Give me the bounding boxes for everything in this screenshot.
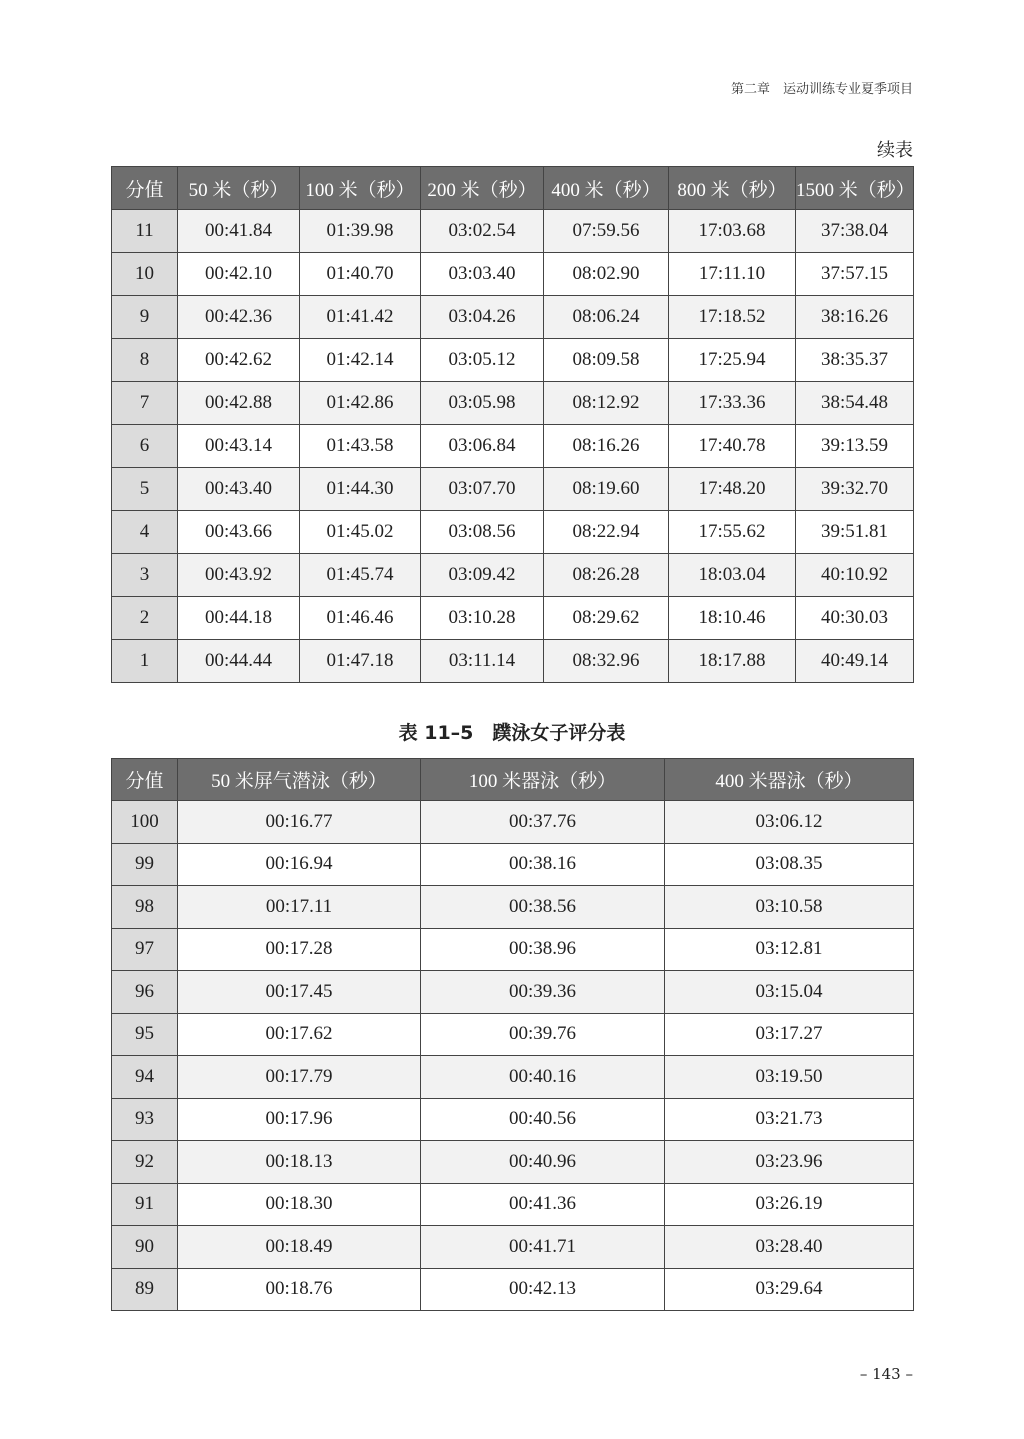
time-cell: 03:06.84	[421, 425, 544, 468]
table-header-row	[112, 759, 914, 801]
time-cell: 03:02.54	[421, 210, 544, 253]
score-cell: 8	[112, 339, 178, 382]
table-row	[112, 253, 914, 296]
table-row	[112, 425, 914, 468]
table-row	[112, 511, 914, 554]
time-cell: 00:18.76	[178, 1268, 421, 1311]
score-cell: 9	[112, 296, 178, 339]
time-cell: 17:11.10	[669, 253, 796, 296]
time-cell: 01:41.42	[300, 296, 421, 339]
time-cell: 00:17.79	[178, 1056, 421, 1099]
table-row	[112, 1056, 914, 1099]
time-cell: 03:09.42	[421, 554, 544, 597]
time-cell: 03:21.73	[665, 1098, 914, 1141]
time-cell: 17:40.78	[669, 425, 796, 468]
time-cell: 08:02.90	[544, 253, 669, 296]
time-cell: 39:51.81	[796, 511, 914, 554]
time-cell: 01:39.98	[300, 210, 421, 253]
time-cell: 01:43.58	[300, 425, 421, 468]
time-cell: 01:47.18	[300, 640, 421, 683]
time-cell: 03:19.50	[665, 1056, 914, 1099]
time-cell: 17:18.52	[669, 296, 796, 339]
time-cell: 00:18.49	[178, 1226, 421, 1269]
time-cell: 08:09.58	[544, 339, 669, 382]
time-cell: 01:44.30	[300, 468, 421, 511]
time-cell: 40:49.14	[796, 640, 914, 683]
time-cell: 00:18.13	[178, 1141, 421, 1184]
time-cell: 00:41.36	[421, 1183, 665, 1226]
table-row	[112, 339, 914, 382]
score-cell: 90	[112, 1226, 178, 1269]
time-cell: 00:38.96	[421, 928, 665, 971]
table-row	[112, 597, 914, 640]
table-row	[112, 1098, 914, 1141]
time-cell: 03:08.35	[665, 843, 914, 886]
score-cell: 99	[112, 843, 178, 886]
time-cell: 08:06.24	[544, 296, 669, 339]
time-cell: 37:57.15	[796, 253, 914, 296]
table-row	[112, 640, 914, 683]
time-cell: 00:42.10	[178, 253, 300, 296]
time-cell: 00:44.18	[178, 597, 300, 640]
time-cell: 00:43.66	[178, 511, 300, 554]
table-row	[112, 886, 914, 929]
time-cell: 08:19.60	[544, 468, 669, 511]
score-cell: 89	[112, 1268, 178, 1311]
time-cell: 00:16.77	[178, 801, 421, 844]
table-row	[112, 554, 914, 597]
time-cell: 03:03.40	[421, 253, 544, 296]
time-cell: 00:37.76	[421, 801, 665, 844]
score-cell: 2	[112, 597, 178, 640]
time-cell: 00:17.45	[178, 971, 421, 1014]
time-cell: 37:38.04	[796, 210, 914, 253]
time-cell: 18:17.88	[669, 640, 796, 683]
time-cell: 01:46.46	[300, 597, 421, 640]
score-cell: 98	[112, 886, 178, 929]
score-cell: 6	[112, 425, 178, 468]
time-cell: 00:17.11	[178, 886, 421, 929]
score-cell: 10	[112, 253, 178, 296]
time-cell: 03:10.28	[421, 597, 544, 640]
time-cell: 38:16.26	[796, 296, 914, 339]
table-row	[112, 843, 914, 886]
scoring-table-continued	[111, 166, 914, 683]
header-1500m: 1500 米（秒）	[796, 167, 914, 210]
time-cell: 03:08.56	[421, 511, 544, 554]
time-cell: 00:40.96	[421, 1141, 665, 1184]
time-cell: 00:41.84	[178, 210, 300, 253]
time-cell: 03:26.19	[665, 1183, 914, 1226]
time-cell: 17:55.62	[669, 511, 796, 554]
time-cell: 38:54.48	[796, 382, 914, 425]
time-cell: 03:15.04	[665, 971, 914, 1014]
time-cell: 39:13.59	[796, 425, 914, 468]
score-cell: 91	[112, 1183, 178, 1226]
table-caption: 表 11–5 蹼泳女子评分表	[398, 722, 626, 744]
time-cell: 00:18.30	[178, 1183, 421, 1226]
time-cell: 00:41.71	[421, 1226, 665, 1269]
table-row	[112, 1226, 914, 1269]
score-cell: 95	[112, 1013, 178, 1056]
time-cell: 00:17.96	[178, 1098, 421, 1141]
time-cell: 00:39.36	[421, 971, 665, 1014]
time-cell: 08:32.96	[544, 640, 669, 683]
time-cell: 08:29.62	[544, 597, 669, 640]
time-cell: 00:40.56	[421, 1098, 665, 1141]
time-cell: 00:39.76	[421, 1013, 665, 1056]
table-row	[112, 1183, 914, 1226]
time-cell: 17:33.36	[669, 382, 796, 425]
table-row	[112, 928, 914, 971]
time-cell: 08:26.28	[544, 554, 669, 597]
time-cell: 00:17.62	[178, 1013, 421, 1056]
time-cell: 08:22.94	[544, 511, 669, 554]
header-50m-apnea: 50 米屏气潜泳（秒）	[178, 759, 421, 801]
score-cell: 100	[112, 801, 178, 844]
time-cell: 03:12.81	[665, 928, 914, 971]
score-cell: 3	[112, 554, 178, 597]
time-cell: 01:40.70	[300, 253, 421, 296]
time-cell: 40:30.03	[796, 597, 914, 640]
time-cell: 03:23.96	[665, 1141, 914, 1184]
time-cell: 03:05.98	[421, 382, 544, 425]
time-cell: 03:07.70	[421, 468, 544, 511]
score-cell: 93	[112, 1098, 178, 1141]
time-cell: 17:48.20	[669, 468, 796, 511]
running-header: 第二章 运动训练专业夏季项目	[730, 82, 913, 97]
score-cell: 96	[112, 971, 178, 1014]
time-cell: 03:11.14	[421, 640, 544, 683]
time-cell: 03:17.27	[665, 1013, 914, 1056]
time-cell: 18:10.46	[669, 597, 796, 640]
time-cell: 00:42.62	[178, 339, 300, 382]
time-cell: 40:10.92	[796, 554, 914, 597]
table-row	[112, 210, 914, 253]
time-cell: 00:38.16	[421, 843, 665, 886]
time-cell: 00:42.13	[421, 1268, 665, 1311]
time-cell: 01:45.74	[300, 554, 421, 597]
time-cell: 08:12.92	[544, 382, 669, 425]
time-cell: 01:45.02	[300, 511, 421, 554]
page-number: – 143 –	[859, 1365, 913, 1383]
time-cell: 03:04.26	[421, 296, 544, 339]
time-cell: 00:43.92	[178, 554, 300, 597]
time-cell: 00:17.28	[178, 928, 421, 971]
header-100m: 100 米（秒）	[300, 167, 421, 210]
score-cell: 94	[112, 1056, 178, 1099]
continued-label: 续表	[877, 140, 913, 161]
time-cell: 00:42.36	[178, 296, 300, 339]
time-cell: 00:16.94	[178, 843, 421, 886]
table-row	[112, 801, 914, 844]
time-cell: 18:03.04	[669, 554, 796, 597]
score-cell: 11	[112, 210, 178, 253]
time-cell: 03:29.64	[665, 1268, 914, 1311]
header-50m: 50 米（秒）	[178, 167, 300, 210]
time-cell: 03:10.58	[665, 886, 914, 929]
score-cell: 92	[112, 1141, 178, 1184]
table-row	[112, 1013, 914, 1056]
table-row	[112, 468, 914, 511]
table-row	[112, 971, 914, 1014]
header-400m: 400 米（秒）	[544, 167, 669, 210]
table-row	[112, 1141, 914, 1184]
time-cell: 01:42.14	[300, 339, 421, 382]
time-cell: 03:06.12	[665, 801, 914, 844]
time-cell: 00:42.88	[178, 382, 300, 425]
time-cell: 00:40.16	[421, 1056, 665, 1099]
table-row	[112, 296, 914, 339]
score-cell: 5	[112, 468, 178, 511]
time-cell: 00:38.56	[421, 886, 665, 929]
time-cell: 03:28.40	[665, 1226, 914, 1269]
header-score: 分值	[112, 167, 178, 210]
header-800m: 800 米（秒）	[669, 167, 796, 210]
time-cell: 03:05.12	[421, 339, 544, 382]
score-cell: 4	[112, 511, 178, 554]
time-cell: 00:44.44	[178, 640, 300, 683]
time-cell: 38:35.37	[796, 339, 914, 382]
time-cell: 00:43.40	[178, 468, 300, 511]
score-cell: 1	[112, 640, 178, 683]
score-cell: 7	[112, 382, 178, 425]
header-score: 分值	[112, 759, 178, 801]
header-400m-immersion: 400 米器泳（秒）	[665, 759, 914, 801]
time-cell: 17:25.94	[669, 339, 796, 382]
time-cell: 07:59.56	[544, 210, 669, 253]
fin-swimming-women-scoring-table	[111, 758, 914, 1311]
table-row	[112, 382, 914, 425]
table-row	[112, 1268, 914, 1311]
time-cell: 08:16.26	[544, 425, 669, 468]
time-cell: 01:42.86	[300, 382, 421, 425]
header-200m: 200 米（秒）	[421, 167, 544, 210]
time-cell: 17:03.68	[669, 210, 796, 253]
table-header-row	[112, 167, 914, 210]
score-cell: 97	[112, 928, 178, 971]
time-cell: 00:43.14	[178, 425, 300, 468]
time-cell: 39:32.70	[796, 468, 914, 511]
header-100m-immersion: 100 米器泳（秒）	[421, 759, 665, 801]
